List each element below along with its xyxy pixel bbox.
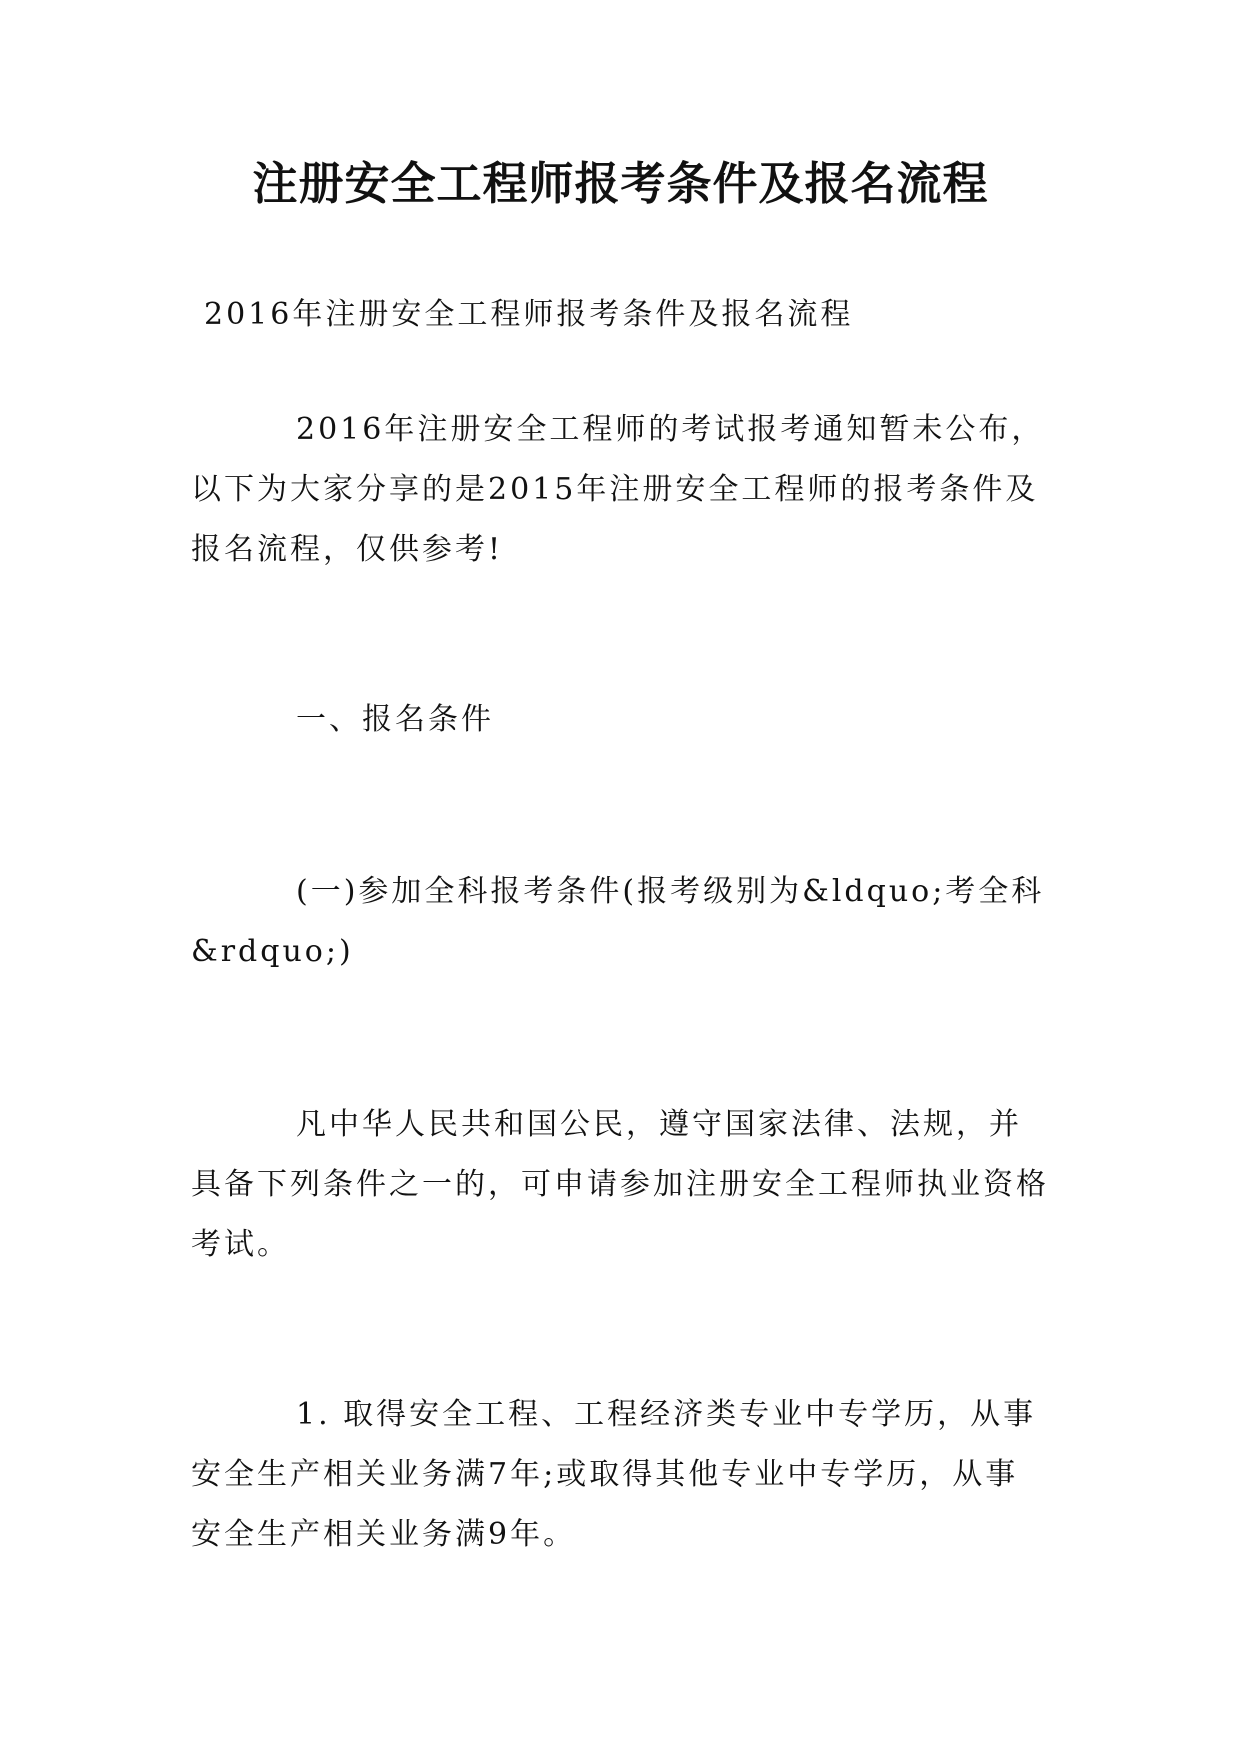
- eligibility-paragraph: 凡中华人民共和国公民，遵守国家法律、法规，并具备下列条件之一的，可申请参加注册安全工程师执业资格考试。: [191, 1107, 1049, 1262]
- section-heading-registration-conditions: 一、报名条件: [296, 702, 494, 737]
- intro-paragraph: 2016年注册安全工程师的考试报考通知暂未公布，以下为大家分享的是2015年注册安全工程师的报考条件及报名流程，仅供参考!: [191, 412, 1045, 567]
- subsection-heading-full-subject-conditions: (一)参加全科报考条件(报考级别为&ldquo;考全科&rdquo;): [191, 874, 1045, 969]
- condition-item-1: 1. 取得安全工程、工程经济类专业中专学历，从事安全生产相关业务满7年;或取得其他专业中专学历，从事安全生产相关业务满9年。: [191, 1397, 1037, 1552]
- document-title: 注册安全工程师报考条件及报名流程: [252, 157, 989, 210]
- document-subtitle: 2016年注册安全工程师报考条件及报名流程: [204, 297, 854, 332]
